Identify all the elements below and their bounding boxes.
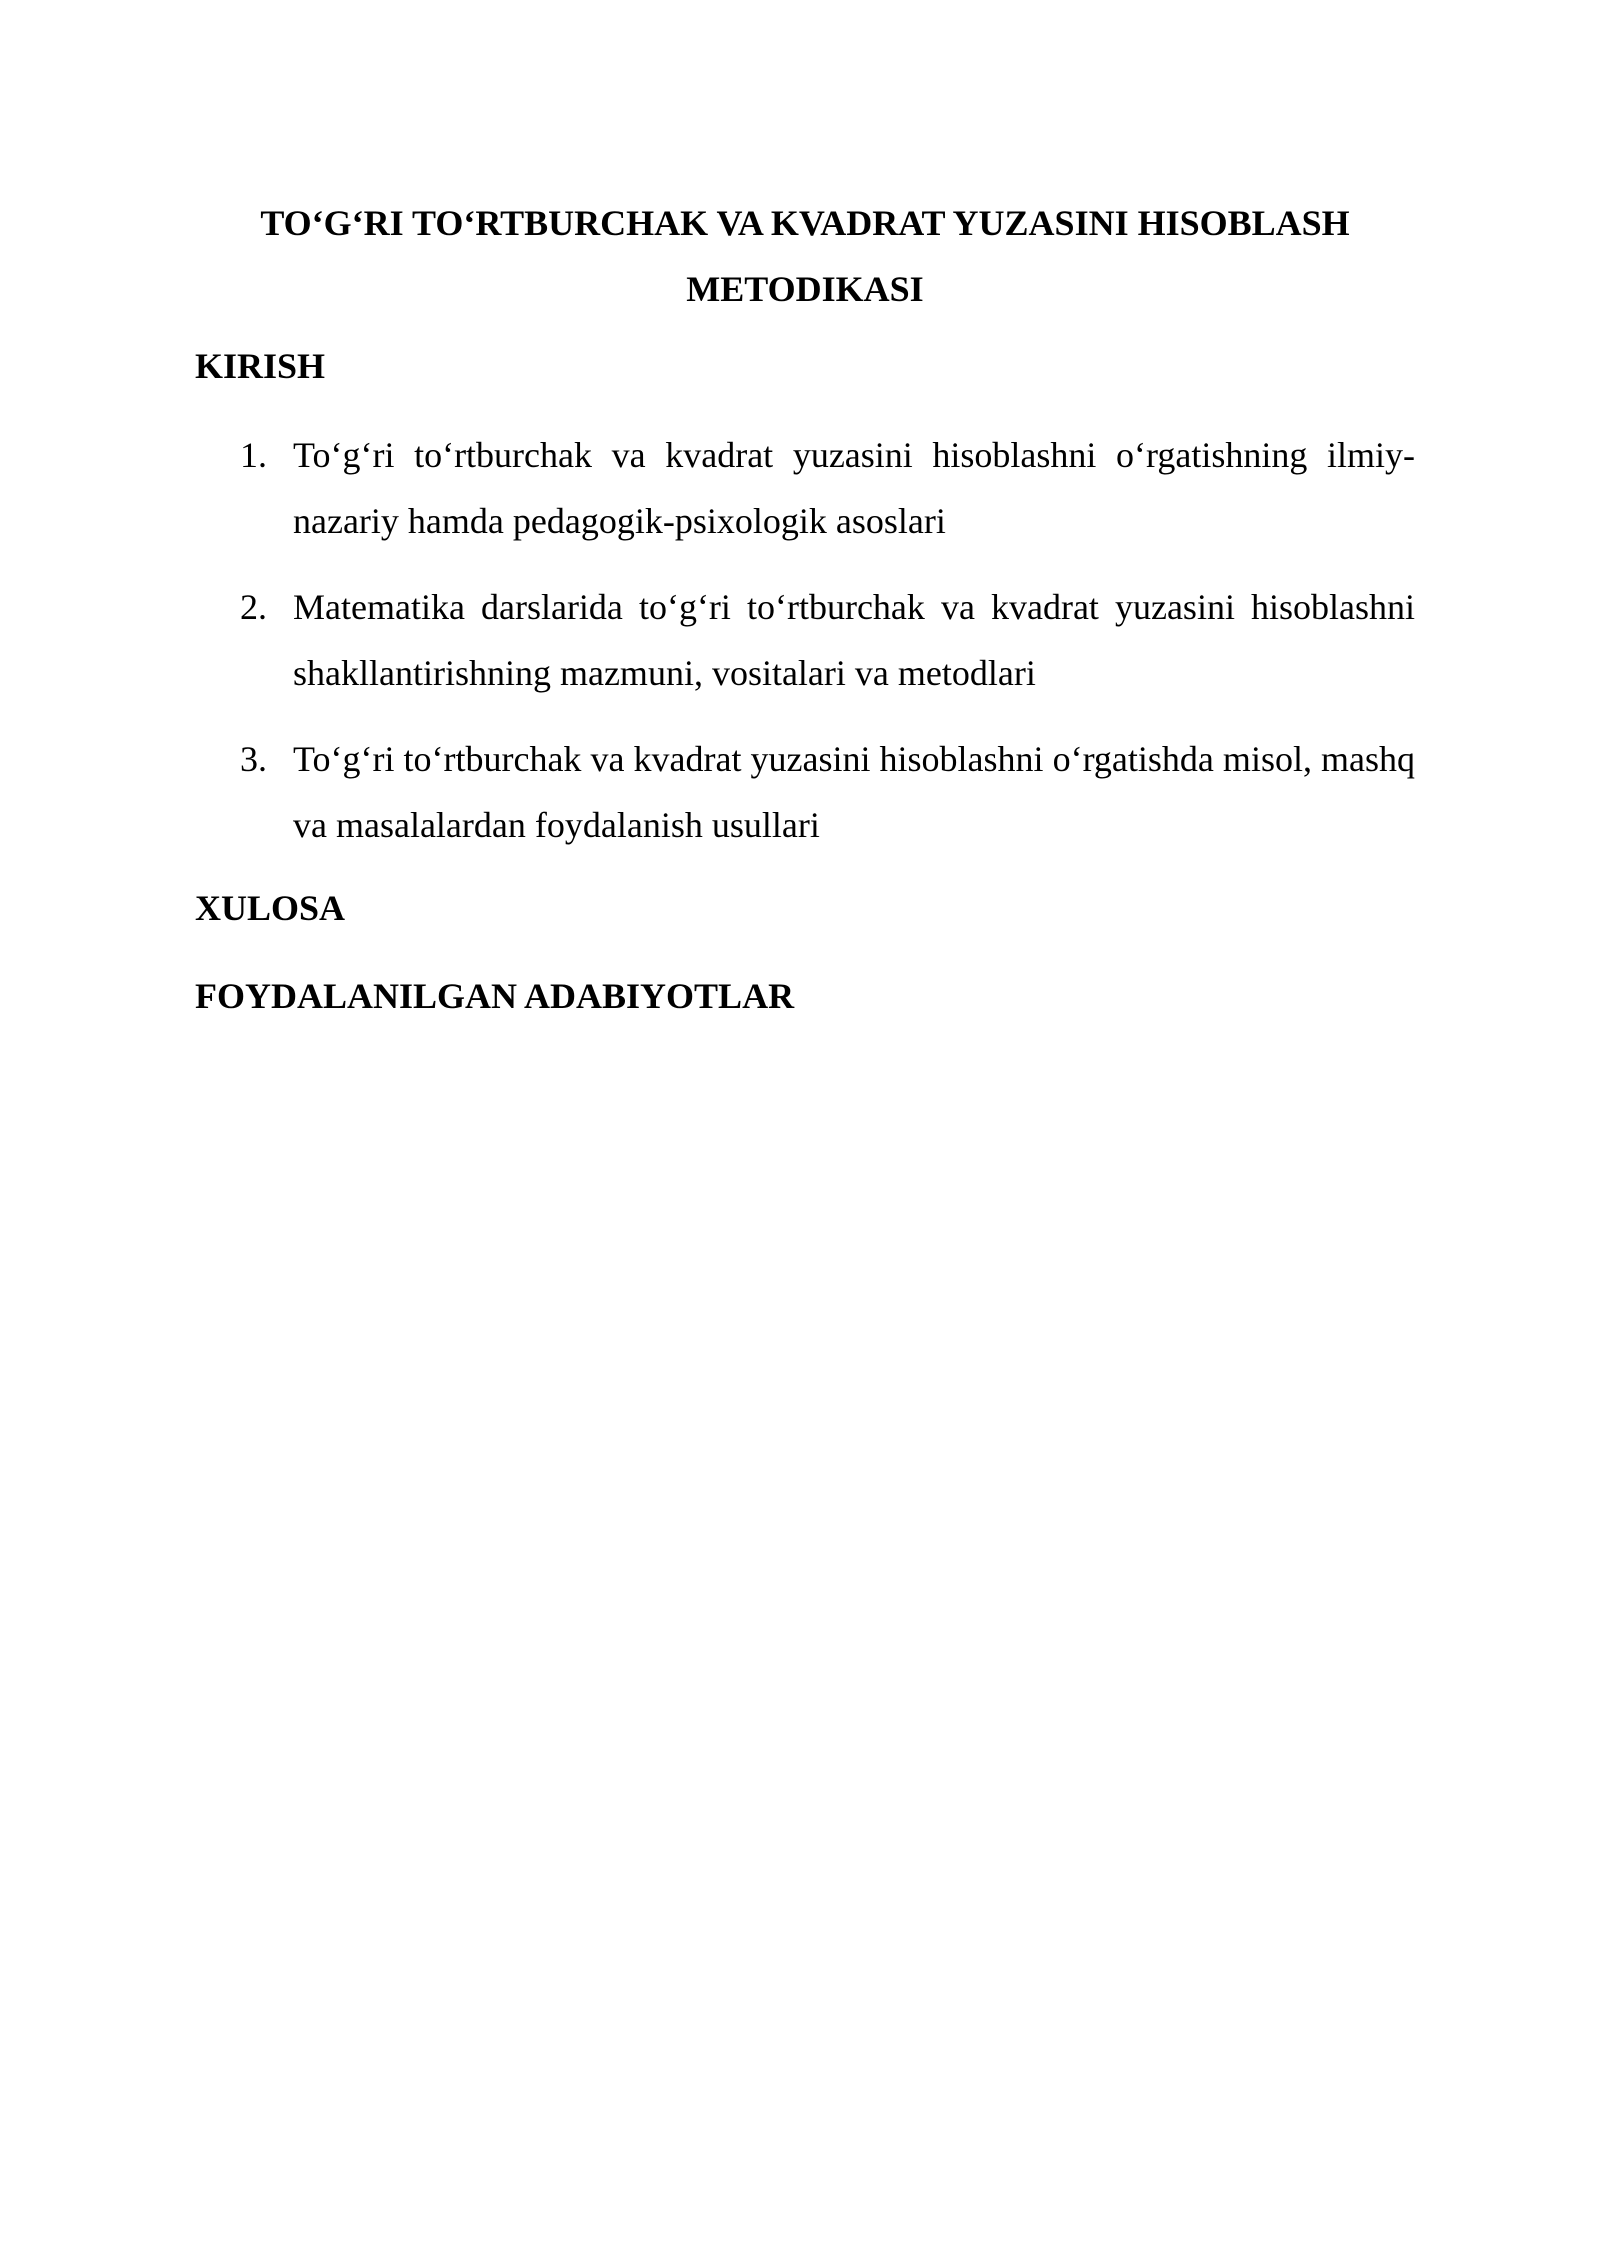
toc-item-number: 2. (240, 587, 267, 627)
toc-item-text: Matematika darslarida to‘g‘ri to‘rtburchak va kvadrat yuzasini hisoblashni shakllantirishning mazmuni, vositalari va metodlari (293, 587, 1415, 693)
intro-heading: KIRISH (195, 346, 326, 386)
toc-item-2 (240, 574, 1415, 706)
toc-item-3 (240, 726, 1415, 858)
toc-item-text: To‘g‘ri to‘rtburchak va kvadrat yuzasini hisoblashni o‘rgatishda misol, mashq va masalalardan foydalanish usullari (293, 739, 1415, 845)
document-title: TO‘G‘RI TO‘RTBURCHAK VA KVADRAT YUZASINI HISOBLASH METODIKASI (260, 203, 1350, 309)
toc-item-number: 1. (240, 435, 267, 475)
conclusion-heading: XULOSA (195, 888, 346, 928)
toc-item-number: 3. (240, 739, 267, 779)
references-heading: FOYDALANILGAN ADABIYOTLAR (195, 976, 795, 1016)
toc-item-text: To‘g‘ri to‘rtburchak va kvadrat yuzasini hisoblashni o‘rgatishning ilmiy-nazariy hamda pedagogik-psixologik asoslari (293, 435, 1415, 541)
toc-item-1 (240, 422, 1415, 554)
